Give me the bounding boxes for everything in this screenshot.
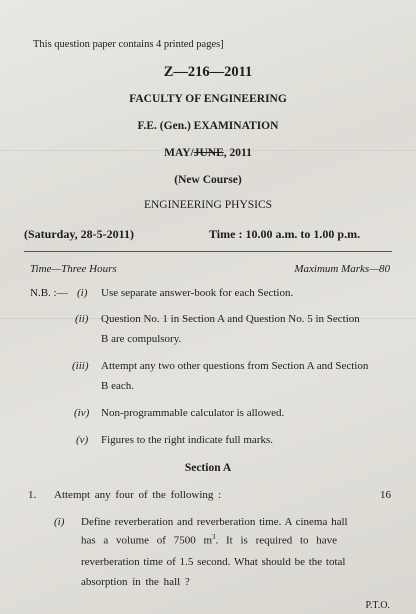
cubic-superscript: 3 xyxy=(212,533,216,541)
paper-code: Z—216—2011 xyxy=(163,64,253,80)
session-june-struck: JUNE xyxy=(193,147,224,159)
nb-num-5: (v) xyxy=(76,434,89,446)
nb-line-2a: Question No. 1 in Section A and Question No. 5 in Section xyxy=(101,313,360,325)
nb-line-3a: Attempt any two other questions from Section A and Section xyxy=(101,360,369,372)
section-heading: Section A xyxy=(184,462,232,474)
nb-line-2b: B are compulsory. xyxy=(101,333,182,345)
sub-question-line-1: Define reverberation and reverberation time. A cinema hall xyxy=(81,516,348,528)
sub-question-line-3: reverberation time of 1.5 second. What should be the total xyxy=(81,556,346,568)
faculty-title: FACULTY OF ENGINEERING xyxy=(129,93,287,105)
sub-question-line-2 xyxy=(81,533,337,547)
question-marks: 16 xyxy=(380,489,391,501)
nb-num-1: (i) xyxy=(77,287,88,299)
session-may: MAY/ xyxy=(164,147,194,159)
exam-time: Time : 10.00 a.m. to 1.00 p.m. xyxy=(209,227,361,241)
exam-title: F.E. (Gen.) EXAMINATION xyxy=(137,120,279,132)
nb-line-3b: B each. xyxy=(101,380,134,392)
exam-session xyxy=(0,147,416,159)
divider xyxy=(24,251,392,252)
sub-question-line-4: absorption in the hall ? xyxy=(81,576,190,588)
question-number: 1. xyxy=(28,489,37,501)
nb-num-2: (ii) xyxy=(75,313,89,325)
duration: Time—Three Hours xyxy=(30,263,117,275)
pto-note: P.T.O. xyxy=(365,600,390,611)
line-2-start: has a volume of 7500 m xyxy=(81,534,213,547)
question-text: Attempt any four of the following : xyxy=(54,489,222,501)
nb-line-1: Use separate answer-book for each Section. xyxy=(101,287,294,299)
sub-question-number: (i) xyxy=(54,516,65,528)
line-2-end: . It is required to have xyxy=(215,534,338,547)
pages-note: This question paper contains 4 printed pages] xyxy=(33,39,224,50)
subject-title: ENGINEERING PHYSICS xyxy=(143,199,273,211)
nb-num-4: (iv) xyxy=(74,407,90,419)
session-year: , 2011 xyxy=(223,147,252,159)
course-type: (New Course) xyxy=(174,174,242,186)
nb-line-4: Non-programmable calculator is allowed. xyxy=(101,407,285,419)
maximum-marks: Maximum Marks—80 xyxy=(294,263,390,275)
exam-date: (Saturday, 28-5-2011) xyxy=(24,227,135,241)
nb-line-5: Figures to the right indicate full marks. xyxy=(101,434,273,446)
nb-label: N.B. :— xyxy=(30,287,68,299)
nb-num-3: (iii) xyxy=(72,360,89,372)
